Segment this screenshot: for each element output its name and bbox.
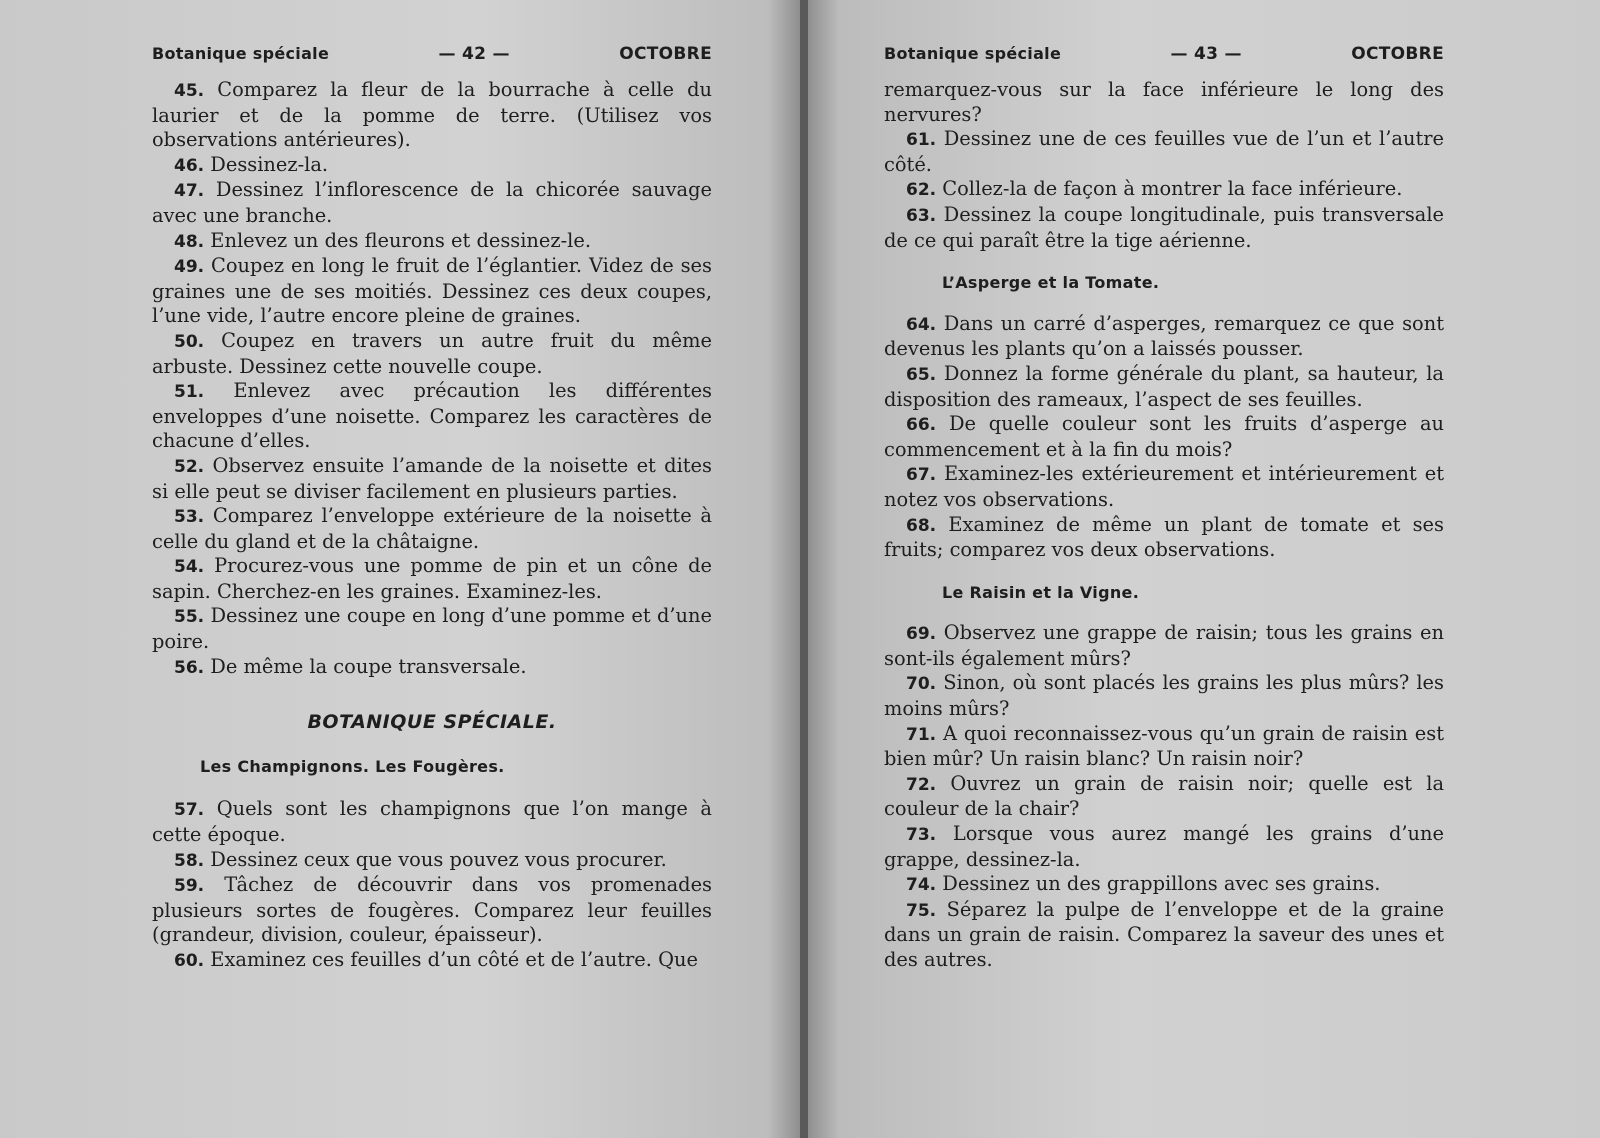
exercise-number: 67. [906, 465, 937, 486]
page-number: — 43 — [1170, 44, 1242, 64]
exercise-text: Dessinez une coupe en long d’une pomme et d’une poire. [152, 604, 712, 654]
page-number: — 42 — [438, 44, 510, 64]
exercise-text: Observez une grappe de raisin; tous les grains en sont-ils également mûrs? [884, 621, 1444, 670]
right-page-header [884, 44, 1444, 78]
exercise-item [884, 462, 1444, 512]
section-title: BOTANIQUE SPÉCIALE. [307, 711, 557, 734]
exercise-item [884, 312, 1444, 362]
exercise-item [152, 178, 712, 228]
left-page-content [152, 44, 712, 974]
exercise-number: 66. [906, 415, 937, 436]
exercise-item [152, 797, 712, 847]
exercise-item [152, 254, 712, 329]
exercise-number: 61. [906, 130, 937, 151]
exercise-item [884, 872, 1444, 898]
exercise-item [152, 329, 712, 379]
exercise-item [884, 898, 1444, 973]
book-gutter [800, 0, 808, 1138]
exercise-text: Sinon, où sont placés les grains les plus mûrs? les moins mûrs? [884, 671, 1444, 721]
exercise-item [884, 513, 1444, 563]
exercise-number: 69. [906, 624, 937, 645]
exercise-list [884, 312, 1444, 563]
exercise-text: Donnez la forme générale du plant, sa hauteur, la disposition des rameaux, l’aspect de ses feuilles. [884, 361, 1444, 411]
exercise-number: 74. [906, 875, 937, 896]
exercise-text: Examinez ces feuilles d’un côté et de l’autre. Que [210, 948, 698, 971]
exercise-text: Dessinez-la. [210, 152, 329, 176]
exercise-number: 75. [906, 900, 937, 921]
exercise-item [884, 621, 1444, 671]
exercise-number: 58. [174, 850, 205, 871]
exercise-text: Dessinez ceux que vous pouvez vous procurer. [210, 847, 667, 871]
exercise-text: Coupez en long le fruit de l’églantier. Videz de ses graines une de ses moitiés. Dessinez ces deux coupes, l’une vide, l’autre encore pleine de graines. [152, 254, 712, 328]
exercise-number: 48. [174, 231, 205, 252]
exercise-number: 50. [174, 331, 205, 352]
exercise-text: Dessinez une de ces feuilles vue de l’un et l’autre côté. [884, 127, 1444, 176]
exercise-text: Enlevez un des fleurons et dessinez-le. [210, 228, 592, 252]
exercise-number: 56. [174, 657, 205, 678]
exercise-text: Examinez de même un plant de tomate et ses fruits; comparez vos deux observations. [884, 512, 1444, 562]
exercise-text: Séparez la pulpe de l’enveloppe et de la graine dans un grain de raisin. Comparez la saveur des unes et des autres. [884, 897, 1444, 971]
exercise-text: Dessinez la coupe longitudinale, puis transversale de ce qui paraît être la tige aérienne. [884, 202, 1445, 252]
exercise-number: 60. [174, 951, 205, 971]
exercise-text: Ouvrez un grain de raisin noir; quelle est la couleur de la chair? [884, 771, 1445, 821]
subsection-title: L’Asperge et la Tomate. [942, 273, 1160, 293]
exercise-text: Collez-la de façon à montrer la face inférieure. [942, 177, 1403, 201]
exercise-item [152, 848, 712, 874]
exercise-number: 63. [906, 205, 937, 226]
exercise-text: Dessinez un des grappillons avec ses grains. [942, 872, 1381, 896]
exercise-number: 64. [906, 314, 937, 335]
exercise-list [152, 78, 712, 680]
exercise-item [152, 604, 712, 654]
exercise-number: 72. [906, 774, 937, 795]
right-page [808, 0, 1600, 1138]
exercise-list [152, 797, 712, 973]
exercise-list [884, 621, 1444, 972]
exercise-list [884, 127, 1444, 253]
exercise-item [152, 454, 712, 504]
exercise-text: Dans un carré d’asperges, remarquez ce que sont devenus les plants qu’on a laissés pousser. [884, 311, 1444, 361]
running-title: Botanique spéciale [152, 44, 330, 63]
exercise-text: De quelle couleur sont les fruits d’asperge au commencement et à la fin du mois? [884, 412, 1444, 461]
running-title: Botanique spéciale [884, 44, 1062, 63]
exercise-item [152, 78, 712, 153]
exercise-text: Comparez la fleur de la bourrache à celle du laurier et de la pomme de terre. (Utilisez vos observations antérieures). [152, 78, 712, 152]
exercise-item [152, 153, 712, 179]
exercise-item [884, 362, 1444, 412]
exercise-text: Examinez-les extérieurement et intérieurement et notez vos observations. [884, 462, 1444, 511]
exercise-text: Comparez l’enveloppe extérieure de la noisette à celle du gland et de la châtaigne. [152, 504, 712, 553]
exercise-item [884, 772, 1444, 822]
exercise-number: 57. [174, 800, 205, 821]
exercise-text: Coupez en travers un autre fruit du même arbuste. Dessinez cette nouvelle coupe. [152, 328, 712, 378]
exercise-number: 73. [906, 825, 937, 846]
exercise-number: 70. [906, 674, 937, 695]
exercise-item [884, 203, 1444, 253]
exercise-item [152, 873, 712, 948]
exercise-number: 62. [906, 180, 937, 201]
exercise-number: 46. [174, 155, 205, 176]
exercise-number: 54. [174, 557, 205, 578]
exercise-text: Dessinez l’inflorescence de la chicorée sauvage avec une branche. [152, 178, 712, 227]
subsection-title: Les Champignons. Les Fougères. [200, 756, 505, 776]
exercise-number: 52. [174, 456, 205, 477]
exercise-item [152, 229, 712, 255]
exercise-item [884, 412, 1444, 462]
exercise-item [152, 554, 712, 604]
exercise-number: 71. [906, 724, 937, 745]
exercise-text: A quoi reconnaissez-vous qu’un grain de raisin est bien mûr? Un raisin blanc? Un raisin noir? [884, 721, 1444, 771]
exercise-number: 49. [174, 257, 205, 278]
exercise-text: Procurez-vous une pomme de pin et un cône de sapin. Cherchez-en les graines. Examinez-les. [152, 554, 712, 603]
subsection-title: Le Raisin et la Vigne. [942, 582, 1140, 602]
exercise-item [152, 379, 712, 454]
exercise-number: 59. [174, 876, 205, 897]
continued-text: remarquez-vous sur la face inférieure le long des nervures? [884, 78, 1444, 126]
right-page-content [884, 44, 1444, 973]
exercise-text: De même la coupe transversale. [210, 654, 527, 678]
month-label: OCTOBRE [619, 44, 712, 64]
exercise-item [884, 177, 1444, 203]
right-page-text [884, 78, 1444, 973]
exercise-number: 53. [174, 507, 205, 528]
exercise-number: 45. [174, 81, 205, 101]
month-label: OCTOBRE [1351, 44, 1444, 64]
left-page-header [152, 44, 712, 78]
exercise-number: 55. [174, 607, 205, 628]
exercise-number: 65. [906, 364, 937, 385]
exercise-text: Observez ensuite l’amande de la noisette et dites si elle peut se diviser facilement en plusieurs parties. [152, 453, 712, 503]
exercise-item [884, 127, 1444, 177]
exercise-text: Enlevez avec précaution les différentes enveloppes d’une noisette. Comparez les caractères de chacune d’elles. [152, 379, 713, 453]
exercise-item [884, 722, 1444, 772]
exercise-item [884, 671, 1444, 721]
exercise-text: Tâchez de découvrir dans vos promenades plusieurs sortes de fougères. Comparez leur feuilles (grandeur, division, couleur, épaisseur). [152, 873, 712, 947]
exercise-number: 51. [174, 382, 205, 403]
exercise-number: 68. [906, 515, 937, 536]
exercise-text: Quels sont les champignons que l’on mange à cette époque. [152, 797, 712, 847]
exercise-number: 47. [174, 181, 205, 202]
exercise-text: Lorsque vous aurez mangé les grains d’une grappe, dessinez-la. [884, 822, 1444, 871]
exercise-item [152, 948, 712, 974]
left-page-text [152, 78, 712, 974]
exercise-item [152, 655, 712, 681]
exercise-item [152, 504, 712, 554]
exercise-item [884, 822, 1444, 872]
